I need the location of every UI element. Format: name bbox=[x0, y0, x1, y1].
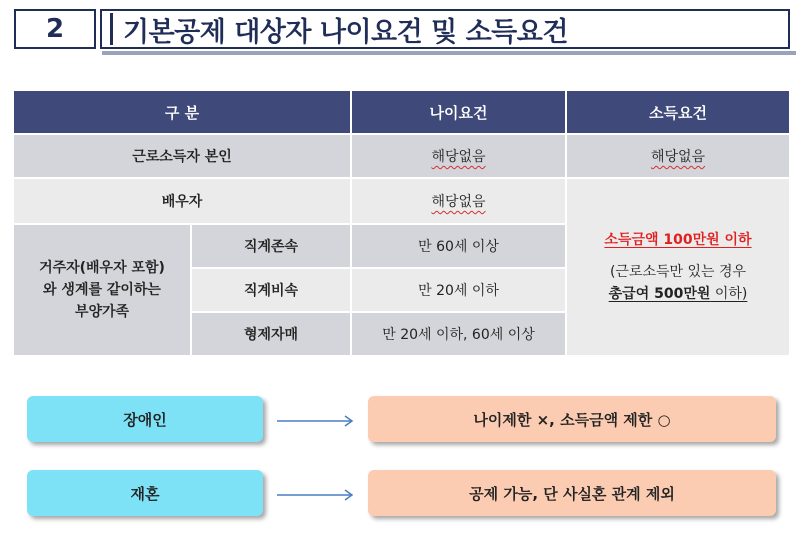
sub-row-siblings-age-text: 만 20세 이하, 60세 이상 bbox=[382, 327, 535, 343]
header-category bbox=[14, 91, 350, 133]
row-spouse-age bbox=[352, 179, 565, 223]
eligibility-table bbox=[14, 91, 789, 355]
rule-disabled-desc-box bbox=[368, 396, 776, 442]
page-title: 기본공제 대상자 나이요건 및 소득요건 bbox=[123, 16, 568, 48]
rule-remarriage-label-box bbox=[27, 470, 263, 516]
section-number bbox=[14, 9, 96, 49]
header-category-text: 구 분 bbox=[164, 103, 200, 122]
row-self-age-text: 해당없음 bbox=[431, 149, 486, 165]
sub-row-ascendants-label-text: 직계존속 bbox=[243, 239, 299, 255]
rule-disabled-label-box bbox=[27, 396, 263, 442]
sub-row-siblings-label-text: 형제자매 bbox=[243, 327, 299, 343]
sub-row-descendants-label bbox=[192, 269, 350, 311]
income-rule-main: 소득금액 100만원 이하 bbox=[604, 232, 752, 248]
sub-row-siblings-label bbox=[192, 313, 350, 355]
title-shadow bbox=[102, 51, 796, 55]
sub-row-siblings-age bbox=[352, 313, 565, 355]
income-rule-note-line1: (근로소득만 있는 경우 bbox=[609, 264, 747, 280]
rule-remarriage-desc-box bbox=[368, 470, 776, 516]
right-arrow-icon bbox=[277, 414, 355, 428]
row-spouse-age-text: 해당없음 bbox=[431, 194, 486, 210]
right-arrow-icon bbox=[277, 488, 355, 502]
sub-row-descendants-label-text: 직계비속 bbox=[243, 283, 299, 299]
row-spouse-label bbox=[14, 179, 350, 223]
sub-row-ascendants-age-text: 만 60세 이상 bbox=[418, 239, 499, 255]
rule-remarriage-label: 재혼 bbox=[130, 484, 160, 503]
sub-row-ascendants-age bbox=[352, 225, 565, 267]
section-title-box bbox=[100, 9, 790, 49]
row-self-label bbox=[14, 135, 350, 177]
sub-row-descendants-age bbox=[352, 269, 565, 311]
row-self-income bbox=[567, 135, 789, 177]
rule-remarriage-desc: 공제 가능, 단 사실혼 관계 제외 bbox=[469, 484, 675, 503]
row-self-age bbox=[352, 135, 565, 177]
dependents-label-line1: 거주자(배우자 포함) bbox=[39, 260, 165, 276]
income-rule-cell bbox=[567, 179, 789, 355]
sub-row-descendants-age-text: 만 20세 이하 bbox=[418, 283, 499, 299]
sub-row-ascendants-label bbox=[192, 225, 350, 267]
row-spouse-label-text: 배우자 bbox=[161, 194, 203, 210]
income-rule-note-tail: 이하) bbox=[710, 286, 748, 302]
section-number-text: 2 bbox=[45, 14, 65, 44]
rule-disabled-label: 장애인 bbox=[123, 410, 167, 429]
rule-disabled-desc: 나이제한 ×, 소득금액 제한 ○ bbox=[473, 410, 671, 429]
row-dependents-label bbox=[14, 225, 190, 355]
header-income-text: 소득요건 bbox=[649, 103, 707, 122]
header-age bbox=[352, 91, 565, 133]
dependents-label-line2: 와 생계를 같이하는 bbox=[43, 282, 161, 298]
row-self-label-text: 근로소득자 본인 bbox=[132, 149, 232, 165]
title-accent-bar bbox=[110, 13, 113, 45]
dependents-label-line3: 부양가족 bbox=[74, 304, 130, 320]
header-age-text: 나이요건 bbox=[429, 103, 488, 122]
income-rule-note-line2 bbox=[609, 283, 748, 305]
row-self-income-text: 해당없음 bbox=[650, 149, 706, 165]
header-income bbox=[567, 91, 789, 133]
income-rule-note-bold: 총급여 500만원 bbox=[608, 286, 711, 302]
